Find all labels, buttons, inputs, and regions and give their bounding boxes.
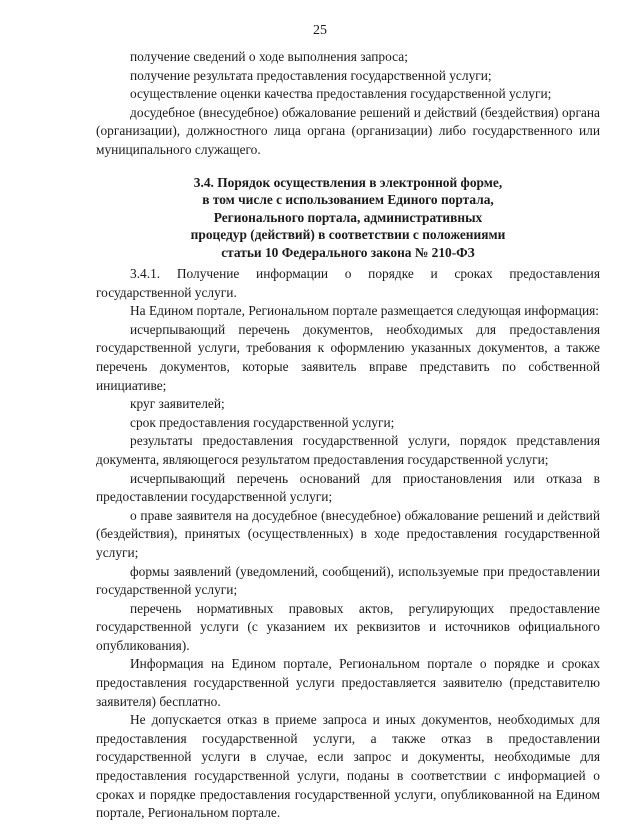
top-text-block (96, 48, 600, 160)
paragraph: результаты предоставления государственной услуги, порядок представления документа, являющегося результатом предоставления государственной услуги; (96, 433, 600, 467)
paragraph: о праве заявителя на досудебное (внесудебное) обжалование решений и действий (бездействия), принятых (осуществленных) в ходе предоставления государственной услуги; (96, 507, 600, 560)
section-heading (96, 174, 600, 261)
heading-line: в том числе с использованием Единого портала, (202, 192, 494, 208)
paragraph: получение результата предоставления государственной услуги; (130, 67, 492, 83)
paragraph: 3.4.1. Получение информации о порядке и сроках предоставления государственной услуги. (96, 266, 600, 300)
paragraph: формы заявлений (уведомлений, сообщений), используемые при предоставлении государственной услуги; (96, 563, 600, 598)
paragraph: получение сведений о ходе выполнения запроса; (130, 49, 408, 64)
heading-line: Регионального портала, административных (213, 209, 483, 225)
page-number: 25 (313, 23, 327, 38)
paragraph: На Едином портале, Региональном портале размещается следующая информация: (130, 303, 599, 319)
paragraph: исчерпывающий перечень документов, необходимых для предоставления государственной услуги, требования к оформлению указанных документов, а также перечень документов, которые заявитель вправе представить по собственной инициативе; (96, 321, 600, 393)
heading-line: процедур (действий) в соответствии с положениями (190, 227, 506, 243)
paragraph: осуществление оценки качества предоставления государственной услуги; (130, 86, 552, 102)
paragraph: Информация на Едином портале, Региональном портале о порядке и сроках предоставления государственной услуги предоставляется заявителю (представителю заявителя) бесплатно. (96, 656, 600, 709)
heading-line: статьи 10 Федерального закона № 210-ФЗ (221, 244, 475, 260)
paragraph: перечень нормативных правовых актов, регулирующих предоставление государственной услуги (с указанием их реквизитов и источников официального опубликования). (96, 600, 600, 653)
paragraph: Не допускается отказ в приеме запроса и иных документов, необходимых для предоставления государственной услуги, а также отказ в предоставлении государственной услуги в случае, если запрос и документы, необходимые для предоставления государственной услуги, поданы в соответствии с информацией о сроках и порядке предоставления государственной услуги, опубликованной на Едином портале, Региональном портале. (96, 712, 600, 821)
paragraph: круг заявителей; (130, 396, 225, 412)
paragraph: исчерпывающий перечень оснований для приостановления или отказа в предоставлении государственной услуги; (96, 470, 600, 505)
paragraph: срок предоставления государственной услуги; (130, 414, 395, 430)
paragraph: досудебное (внесудебное) обжалование решений и действий (бездействия) органа (организации), должностного лица органа (организации) либо государственного или муниципального служащего. (96, 104, 600, 157)
main-text-block (96, 265, 600, 823)
heading-line: 3.4. Порядок осуществления в электронной форме, (193, 175, 503, 190)
